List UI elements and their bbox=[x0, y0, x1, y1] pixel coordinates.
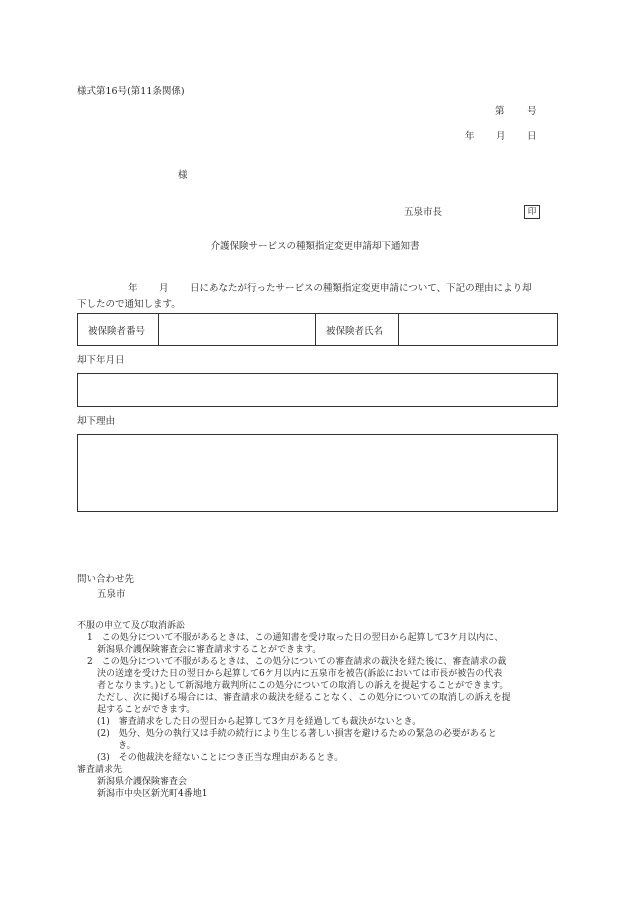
rejection-date-field[interactable] bbox=[77, 373, 558, 407]
date-month: 月 bbox=[496, 131, 506, 142]
contact-value: 五泉市 bbox=[97, 589, 126, 600]
appeal-item2-line4: ただし、次に掲げる場合には、審査請求の裁決を経ることなく、この処分についての取消しの訴えを提 bbox=[97, 693, 511, 703]
review-body-address: 新潟市中央区新光町4番地1 bbox=[97, 789, 208, 799]
insured-number-field[interactable] bbox=[159, 314, 316, 345]
rejection-reason-field[interactable] bbox=[77, 434, 558, 512]
appeal-item2-line1: 2 この処分について不服があるときは、この処分についての審査請求の裁決を経た後に、審査請求の裁 bbox=[87, 657, 507, 667]
insured-name-field[interactable] bbox=[399, 314, 557, 345]
review-body-name: 新潟県介護保険審査会 bbox=[97, 777, 188, 787]
seal-mark: 印 bbox=[524, 205, 540, 219]
insured-name-label: 被保険者氏名 bbox=[316, 314, 399, 345]
appeal-sub2-line2: き。 bbox=[118, 741, 136, 751]
intro-month: 月 bbox=[159, 283, 169, 294]
issuer-name: 五泉市長 bbox=[404, 207, 443, 218]
form-number: 様式第16号(第11条関係) bbox=[77, 86, 185, 97]
appeal-item2-line3: 者となります。)として新潟地方裁判所にこの処分についての取消しの訴えを提起することができます。 bbox=[97, 681, 509, 691]
appeal-sub2-line1: (2) 処分、処分の執行又は手続の続行により生じる著しい損害を避けるための緊急の必要があると bbox=[97, 729, 497, 739]
insured-number-label: 被保険者番号 bbox=[78, 314, 159, 345]
appeal-sub1: (1) 審査請求をした日の翌日から起算して3ケ月を経過しても裁決がないとき。 bbox=[97, 717, 422, 727]
insured-table bbox=[77, 313, 558, 346]
appeal-item2-line2: 決の送達を受けた日の翌日から起算して6ケ月以内に五泉市を被告(訴訟においては市長が被告の代表 bbox=[97, 669, 503, 679]
contact-label: 問い合わせ先 bbox=[77, 574, 135, 585]
number-label-go: 号 bbox=[527, 106, 537, 117]
appeal-item1-line1: 1 この処分について不服があるときは、この通知書を受け取った日の翌日から起算して3ケ月以内に、 bbox=[87, 633, 504, 643]
intro-text-line2: 下したので通知します。 bbox=[77, 299, 181, 310]
appeal-item2-line5: 起することができます。 bbox=[97, 705, 196, 715]
date-day: 日 bbox=[527, 131, 537, 142]
review-body-label: 審査請求先 bbox=[77, 765, 123, 775]
appeal-sub3: (3) その他裁決を経ないことにつき正当な理由があるとき。 bbox=[97, 753, 344, 763]
date-year: 年 bbox=[465, 131, 475, 142]
document-title: 介護保険サービスの種類指定変更申請却下通知書 bbox=[210, 241, 420, 252]
appeal-item1-line2: 新潟県介護保険審査会に審査請求することができます。 bbox=[97, 645, 322, 655]
rejection-date-label: 却下年月日 bbox=[77, 355, 125, 366]
intro-year: 年 bbox=[128, 283, 138, 294]
appeal-heading: 不服の申立て及び取消訴訟 bbox=[77, 621, 186, 631]
number-label-dai: 第 bbox=[495, 106, 505, 117]
intro-text-line1: 日にあなたが行ったサービスの種類指定変更申請について、下記の理由により却 bbox=[190, 283, 532, 294]
addressee-honorific: 様 bbox=[178, 170, 188, 181]
rejection-reason-label: 却下理由 bbox=[77, 416, 116, 427]
appeal-notes bbox=[77, 620, 567, 800]
